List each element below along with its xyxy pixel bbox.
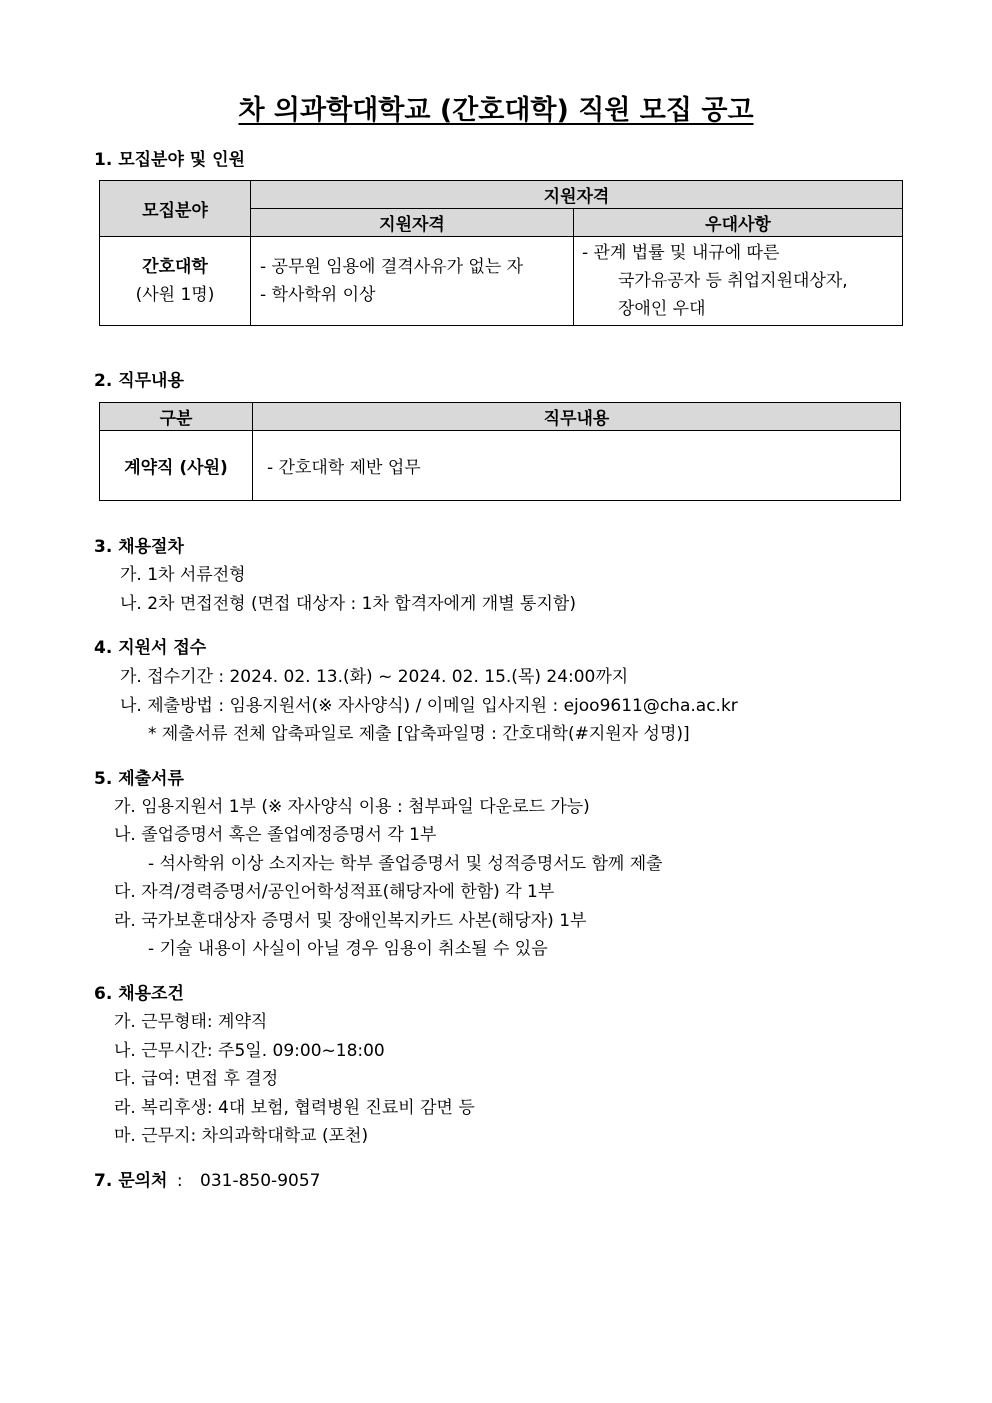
- section-4-heading: 4. 지원서 접수: [94, 638, 207, 658]
- document-item: 라. 국가보훈대상자 증명서 및 장애인복지카드 사본(해당자) 1부: [114, 911, 587, 931]
- pref-line: - 관계 법률 및 내규에 따른: [582, 243, 780, 263]
- header-duty: 직무내용: [253, 403, 901, 431]
- section-6-heading: 6. 채용조건: [94, 984, 184, 1004]
- section-1-heading: 1. 모집분야 및 인원: [94, 150, 245, 170]
- field-cell: [100, 237, 251, 326]
- header-field: 모집분야: [100, 181, 251, 237]
- duty-table: [99, 402, 901, 501]
- section-5-heading: 5. 제출서류: [94, 769, 184, 789]
- pref-cell: [574, 237, 903, 326]
- condition-item: 나. 근무시간: 주5일. 09:00~18:00: [114, 1041, 385, 1061]
- field-name: 간호대학: [142, 257, 208, 277]
- recruitment-table: [99, 180, 903, 326]
- field-count: (사원 1명): [135, 285, 215, 305]
- type-cell: 계약직 (사원): [100, 431, 253, 501]
- contact-separator: :: [176, 1171, 183, 1191]
- procedure-item: 나. 2차 면접전형 (면접 대상자 : 1차 합격자에게 개별 통지함): [120, 594, 576, 614]
- pref-line: 국가유공자 등 취업지원대상자,: [618, 271, 848, 291]
- document-item: 다. 자격/경력증명서/공인어학성적표(해당자에 한함) 각 1부: [114, 882, 555, 902]
- contact-phone: 031-850-9057: [200, 1171, 321, 1191]
- application-item: 가. 접수기간 : 2024. 02. 13.(화) ~ 2024. 02. 15.(목) 24:00까지: [120, 667, 629, 687]
- pref-line: 장애인 우대: [618, 299, 706, 319]
- contact-line: [94, 1166, 320, 1191]
- procedure-item: 가. 1차 서류전형: [120, 565, 246, 585]
- condition-item: 라. 복리후생: 4대 보험, 협력병원 진료비 감면 등: [114, 1098, 475, 1118]
- document-subitem: - 기술 내용이 사실이 아닐 경우 임용이 취소될 수 있음: [148, 939, 548, 959]
- header-type: 구분: [100, 403, 253, 431]
- header-qual-group: 지원자격: [251, 181, 903, 209]
- section-7-heading: 7. 문의처: [94, 1171, 168, 1191]
- condition-item: 가. 근무형태: 계약직: [114, 1012, 268, 1032]
- condition-item: 다. 급여: 면접 후 결정: [114, 1069, 279, 1089]
- condition-item: 마. 근무지: 차의과학대학교 (포천): [114, 1126, 369, 1146]
- duty-cell: - 간호대학 제반 업무: [253, 431, 901, 501]
- qual-line: - 공무원 임용에 결격사유가 없는 자: [260, 257, 524, 277]
- section-3-heading: 3. 채용절차: [94, 537, 184, 557]
- document-item: 나. 졸업증명서 혹은 졸업예정증명서 각 1부: [114, 825, 437, 845]
- section-2-heading: 2. 직무내용: [94, 371, 184, 391]
- document-item: 가. 임용지원서 1부 (※ 자사양식 이용 : 첨부파일 다운로드 가능): [114, 797, 590, 817]
- qual-cell: [251, 237, 574, 326]
- document-title: [0, 88, 992, 127]
- header-qual: 지원자격: [251, 209, 574, 237]
- application-note: * 제출서류 전체 압축파일로 제출 [압축파일명 : 간호대학(#지원자 성명)]: [148, 724, 690, 744]
- title-text: 차 의과학대학교 (간호대학) 직원 모집 공고: [238, 95, 754, 126]
- document-subitem: - 석사학위 이상 소지자는 학부 졸업증명서 및 성적증명서도 함께 제출: [148, 854, 663, 874]
- application-item: 나. 제출방법 : 임용지원서(※ 자사양식) / 이메일 입사지원 : ejoo9611@cha.ac.kr: [120, 696, 738, 716]
- header-pref: 우대사항: [574, 209, 903, 237]
- qual-line: - 학사학위 이상: [260, 285, 376, 305]
